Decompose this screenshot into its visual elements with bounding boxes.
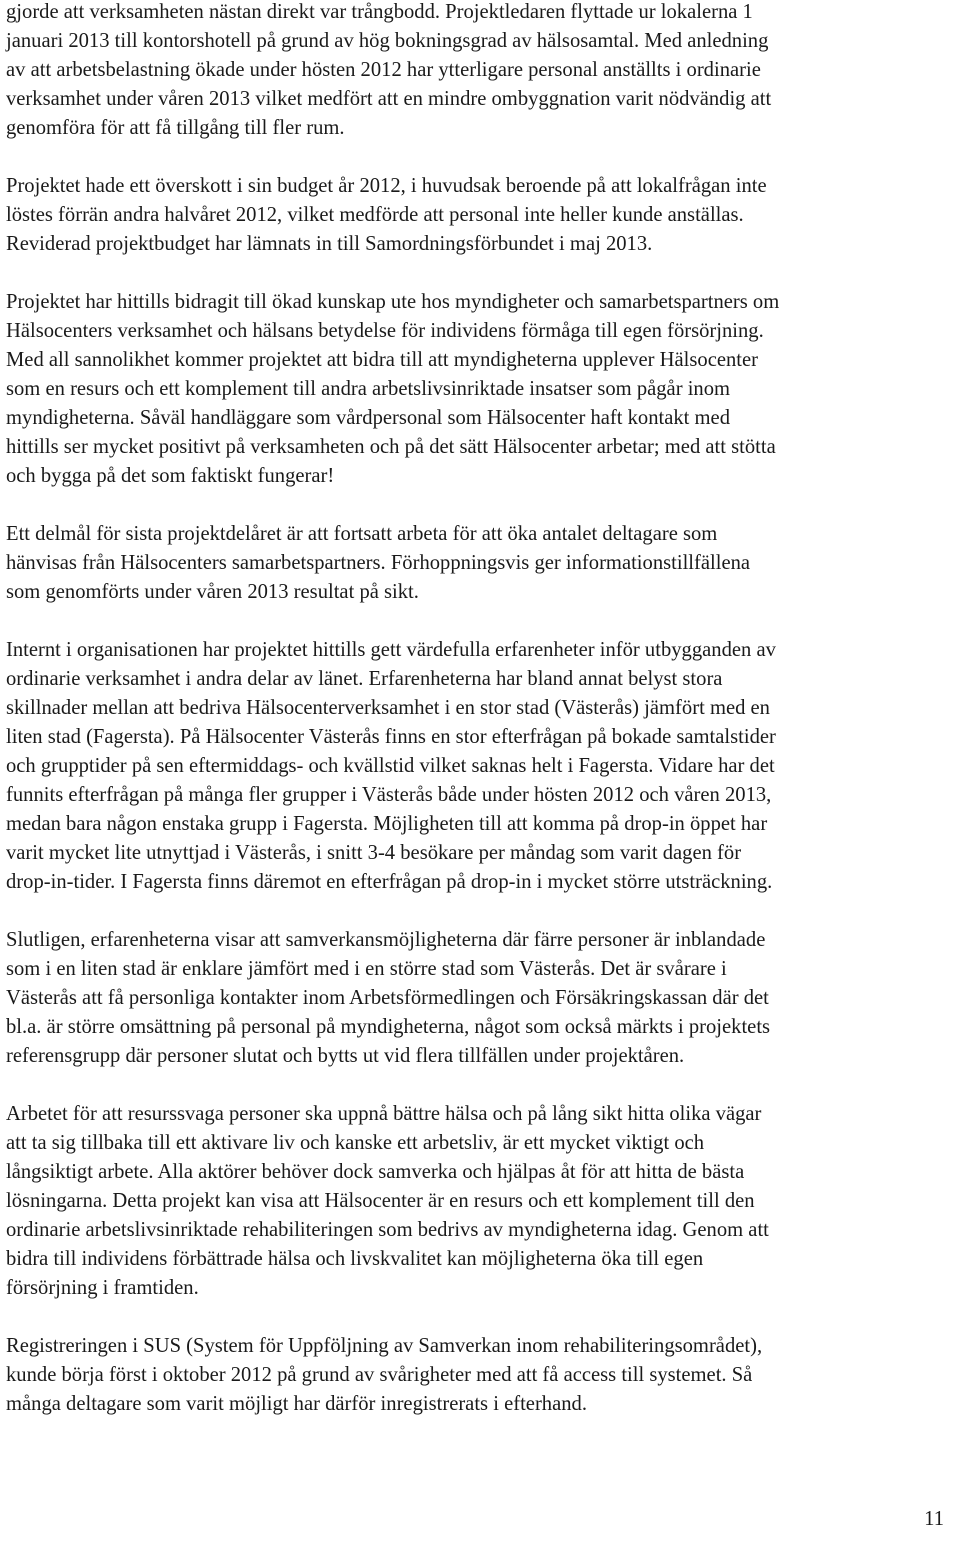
text-line: drop-in-tider. I Fagersta finns däremot en efterfrågan på drop-in i mycket större utsträckning. — [6, 871, 773, 893]
text-line: Registreringen i SUS (System för Uppföljning av Samverkan inom rehabiliteringsområdet), — [6, 1335, 763, 1357]
text-line: Projektet hade ett överskott i sin budget år 2012, i huvudsak beroende på att lokalfrågan inte — [6, 175, 767, 197]
text-line: Reviderad projektbudget har lämnats in till Samordningsförbundet i maj 2013. — [6, 233, 653, 255]
page-number: 11 — [924, 1508, 944, 1530]
paragraph — [6, 1100, 954, 1303]
text-line: referensgrupp där personer slutat och bytts ut vid flera tillfällen under projektåren. — [6, 1045, 685, 1067]
text-line: hittills ser mycket positivt på verksamheten och på det sätt Hälsocenter arbetar; med att stötta — [6, 436, 776, 458]
text-line: lösningarna. Detta projekt kan visa att Hälsocenter är en resurs och ett komplement till den — [6, 1190, 755, 1212]
text-line: Ett delmål för sista projektdelåret är att fortsatt arbeta för att öka antalet deltagare som — [6, 523, 718, 545]
text-line: verksamhet under våren 2013 vilket medfört att en mindre ombyggnation varit nödvändig att — [6, 88, 772, 110]
text-line: som genomförts under våren 2013 resultat på sikt. — [6, 581, 419, 603]
text-line: ordinarie arbetslivsinriktade rehabiliteringen som bedrivs av myndigheterna idag. Genom att — [6, 1219, 769, 1241]
text-line: myndigheterna. Såväl handläggare som vårdpersonal som Hälsocenter haft kontakt med — [6, 407, 730, 429]
text-line: Hälsocenters verksamhet och hälsans betydelse för individens förmåga till egen försörjning. — [6, 320, 764, 342]
text-line: som en resurs och ett komplement till andra arbetslivsinriktade insatser som pågår inom — [6, 378, 731, 400]
text-line: Internt i organisationen har projektet hittills gett värdefulla erfarenheter inför utbygganden av — [6, 639, 776, 661]
text-line: att ta sig tillbaka till ett aktivare liv och kanske ett arbetsliv, är ett mycket viktigt och — [6, 1132, 705, 1154]
text-line: löstes förrän andra halvåret 2012, vilket medförde att personal inte heller kunde anställas. — [6, 204, 744, 226]
text-line: skillnader mellan att bedriva Hälsocenterverksamhet i en stor stad (Västerås) jämfört med en — [6, 697, 770, 719]
paragraph — [6, 1332, 954, 1419]
text-line: Med all sannolikhet kommer projektet att bidra till att myndigheterna upplever Hälsocenter — [6, 349, 759, 371]
paragraph — [6, 926, 954, 1071]
text-line: gjorde att verksamheten nästan direkt var trångbodd. Projektledaren flyttade ur lokalerna 1 — [6, 1, 753, 23]
text-line: försörjning i framtiden. — [6, 1277, 199, 1299]
text-line: januari 2013 till kontorshotell på grund av hög bokningsgrad av hälsosamtal. Med anledning — [6, 30, 769, 52]
text-line: många deltagare som varit möjligt har därför inregistrerats i efterhand. — [6, 1393, 587, 1415]
text-line: varit mycket lite utnyttjad i Västerås, i snitt 3-4 besökare per måndag som varit dagen för — [6, 842, 742, 864]
paragraph — [6, 288, 954, 491]
paragraph — [6, 0, 954, 143]
text-line: och grupptider på sen eftermiddags- och kvällstid vilket saknas helt i Fagersta. Vidare har det — [6, 755, 775, 777]
text-line: bidra till individens förbättrade hälsa och livskvalitet kan möjligheterna öka till egen — [6, 1248, 704, 1270]
text-line: funnits efterfrågan på många fler grupper i Västerås både under hösten 2012 och våren 2013, — [6, 784, 772, 806]
text-line: bl.a. är större omsättning på personal på myndigheterna, något som också märkts i projektets — [6, 1016, 771, 1038]
text-line: kunde börja först i oktober 2012 på grund av svårigheter med att få access till systemet. Så — [6, 1364, 753, 1386]
text-line: Projektet har hittills bidragit till ökad kunskap ute hos myndigheter och samarbetspartners om — [6, 291, 780, 313]
text-line: medan bara någon enstaka grupp i Fagersta. Möjligheten till att komma på drop-in öppet har — [6, 813, 768, 835]
text-line: Västerås att få personliga kontakter inom Arbetsförmedlingen och Försäkringskassan där det — [6, 987, 769, 1009]
document-body — [6, 0, 954, 1448]
text-line: genomföra för att få tillgång till fler rum. — [6, 117, 345, 139]
paragraph — [6, 520, 954, 607]
text-line: och bygga på det som faktiskt fungerar! — [6, 465, 335, 487]
text-line: långsiktigt arbete. Alla aktörer behöver dock samverka och hjälpas åt för att hitta de bästa — [6, 1161, 745, 1183]
text-line: liten stad (Fagersta). På Hälsocenter Västerås finns en stor efterfrågan på bokade samtalstider — [6, 726, 776, 748]
text-line: hänvisas från Hälsocenters samarbetspartners. Förhoppningsvis ger informationstillfällena — [6, 552, 751, 574]
text-line: som i en liten stad är enklare jämfört med i en större stad som Västerås. Det är svårare i — [6, 958, 727, 980]
text-line: ordinarie verksamhet i andra delar av länet. Erfarenheterna har bland annat belyst stora — [6, 668, 723, 690]
paragraph — [6, 636, 954, 897]
text-line: Arbetet för att resurssvaga personer ska uppnå bättre hälsa och på lång sikt hitta olika vägar — [6, 1103, 762, 1125]
text-line: Slutligen, erfarenheterna visar att samverkansmöjligheterna där färre personer är inblandade — [6, 929, 766, 951]
text-line: av att arbetsbelastning ökade under hösten 2012 har ytterligare personal anställts i ordinarie — [6, 59, 761, 81]
paragraph — [6, 172, 954, 259]
